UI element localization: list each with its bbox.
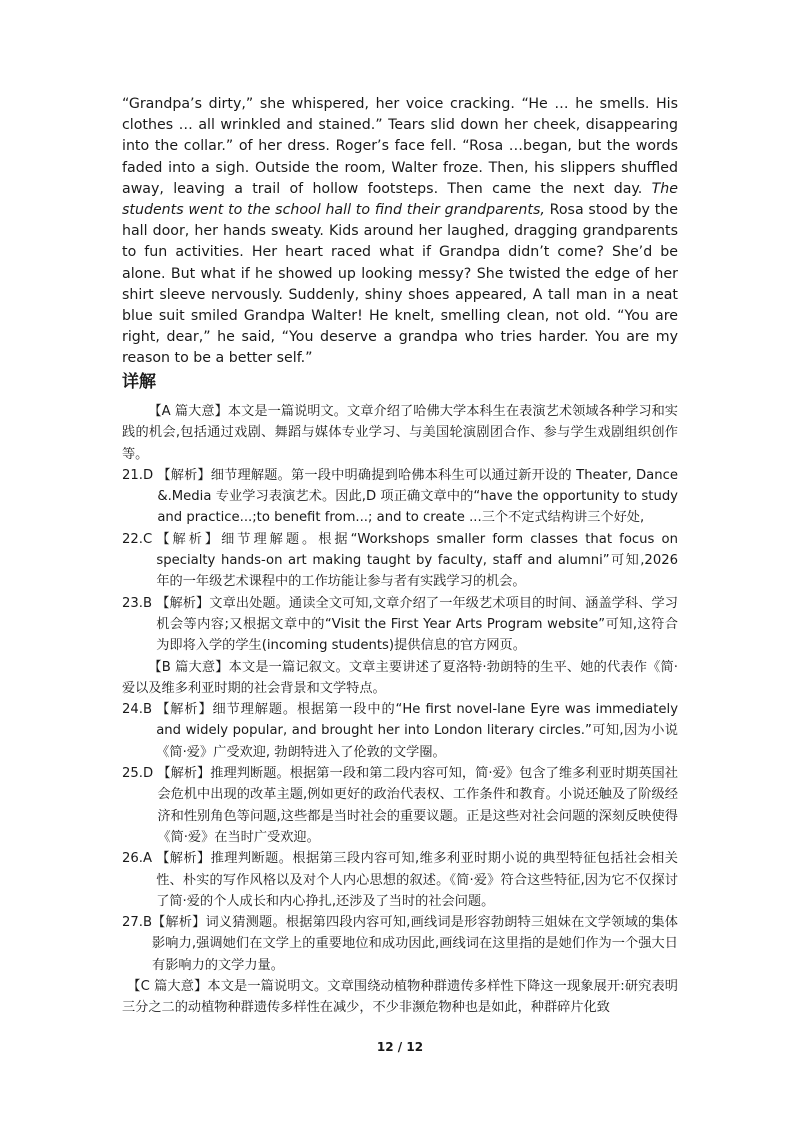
story-passage <box>122 94 678 370</box>
passage-c-summary: 【C 篇大意】本文是一篇说明文。文章围绕动植物种群遗传多样性下降这一现象展开:研究表明三分之二的动植物种群遗传多样性在减少，不少非濒危物种也是如此，种群碎片化致 <box>122 979 678 1016</box>
answer-number: 24.B <box>122 702 157 718</box>
answer-item-22 <box>122 529 678 593</box>
answer-explanation: 【解析】细节理解题。根据第一段中的“He first novel-lane Eyre was immediately and widely popular, and brought her into London literary circles.”可知,因为小说《简·爱》广受欢迎, 勃朗特进入了伦敦的文学圈。 <box>156 702 678 760</box>
answer-number: 27.B <box>122 915 153 931</box>
answer-item-26 <box>122 848 678 912</box>
answer-item-23 <box>122 593 678 657</box>
answer-explanation: 【解析】词义猜测题。根据第四段内容可知,画线词是形容勃朗特三姐妹在文学领域的集体影响力,强调她们在文学上的重要地位和成功因此,画线词在这里指的是她们作为一个强大日有影响力的文学力量。 <box>152 915 678 973</box>
answer-item-21 <box>122 465 678 529</box>
explanation-section <box>122 401 678 1019</box>
story-text-before: “Grandpa’s dirty,” she whispered, her voice cracking. “He … he smells. His clothes … all wrinkled and stained.” Tears slid down her cheek, disappearing into the collar.” of her dress. Roger’s face fell. “Rosa …began, but the words faded into a sigh. Outside the room, Walter froze. Then, his slippers shuffled away, leaving a trail of hollow footsteps. Then came the next day. <box>122 96 678 197</box>
passage-a-summary: 【A 篇大意】本文是一篇说明文。文章介绍了哈佛大学本科生在表演艺术领域各种学习和实践的机会,包括通过戏剧、舞蹈与媒体专业学习、与美国轮演剧团合作、参与学生戏剧组织创作等。 <box>122 404 678 462</box>
answer-item-25 <box>122 763 678 848</box>
answer-item-27 <box>122 912 678 976</box>
answer-explanation: 【解析】细节理解题。根据“Workshops smaller form classes that focus on specialty hands-on art making taught by faculty, staff and alumni”可知,2026 年的一年级艺术课程中的工作坊能让参与者有实践学习的机会。 <box>156 531 678 590</box>
answer-explanation: 【解析】推理判断题。根据第一段和第二段内容可知，简·爱》包含了维多利亚时期英国社会危机中出现的改革主题,例如更好的政治代表权、工作条件和教育。小说还触及了阶级经济和性别角色等问题,这些都是当时社会的重要议题。正是这些对社会问题的深刻反映使得《简·爱》在当时广受欢迎。 <box>157 766 678 845</box>
passage-b-summary: 【B 篇大意】本文是一篇记叙文。文章主要讲述了夏洛特·勃朗特的生平、她的代表作《简·爱以及维多利亚时期的社会背景和文学特点。 <box>122 659 678 696</box>
story-paragraph <box>122 94 678 370</box>
answer-explanation: 【解析】推理判断题。根据第三段内容可知,维多利亚时期小说的典型特征包括社会相关性、朴实的写作风格以及对个人内心思想的叙述。《简·爱》符合这些特征,因为它不仅探讨了简·爱的个人成长和内心挣扎,还涉及了当时的社会问题。 <box>156 851 678 909</box>
explanation-heading: 详解 <box>122 372 156 392</box>
story-text-after: Rosa stood by the hall door, her hands sweaty. Kids around her laughed, dragging grandparents to fun activities. Her heart raced what if Grandpa didn’t come? She’d be alone. But what if he showed up looking messy? She twisted the edge of her shirt sleeve nervously. Suddenly, shiny shoes appeared, A tall man in a neat blue suit smiled Grandpa Walter! He knelt, smelling clean, not old. “You are right, dear,” he said, “You deserve a grandpa who tries harder. You are my reason to be a better self.” <box>122 202 679 367</box>
answer-number: 21.D <box>122 467 158 483</box>
answer-number: 22.C <box>122 531 157 547</box>
answer-number: 25.D <box>122 766 158 782</box>
answer-item-24 <box>122 699 678 763</box>
answer-number: 23.B <box>122 595 157 611</box>
answer-number: 26.A <box>122 851 157 867</box>
page-number: 12 / 12 <box>376 1040 424 1054</box>
story-italic-sentence: The students went to the school hall to find their grandparents, <box>122 180 678 219</box>
answer-explanation: 【解析】细节理解题。第一段中明确提到哈佛本科生可以通过新开设的 Theater, Dance &.Media 专业学习表演艺术。因此,D 项正确文章中的“have the opportunity to study and practice...;to benefit from...; and to create ...三个不定式结构讲三个好处, <box>157 467 678 526</box>
answer-explanation: 【解析】文章出处题。通读全文可知,文章介绍了一年级艺术项目的时间、涵盖学科、学习机会等内容;又根据文章中的“Visit the First Year Arts Program website”可知,这符合为即将入学的学生(incoming students)提供信息的官方网页。 <box>156 595 678 654</box>
